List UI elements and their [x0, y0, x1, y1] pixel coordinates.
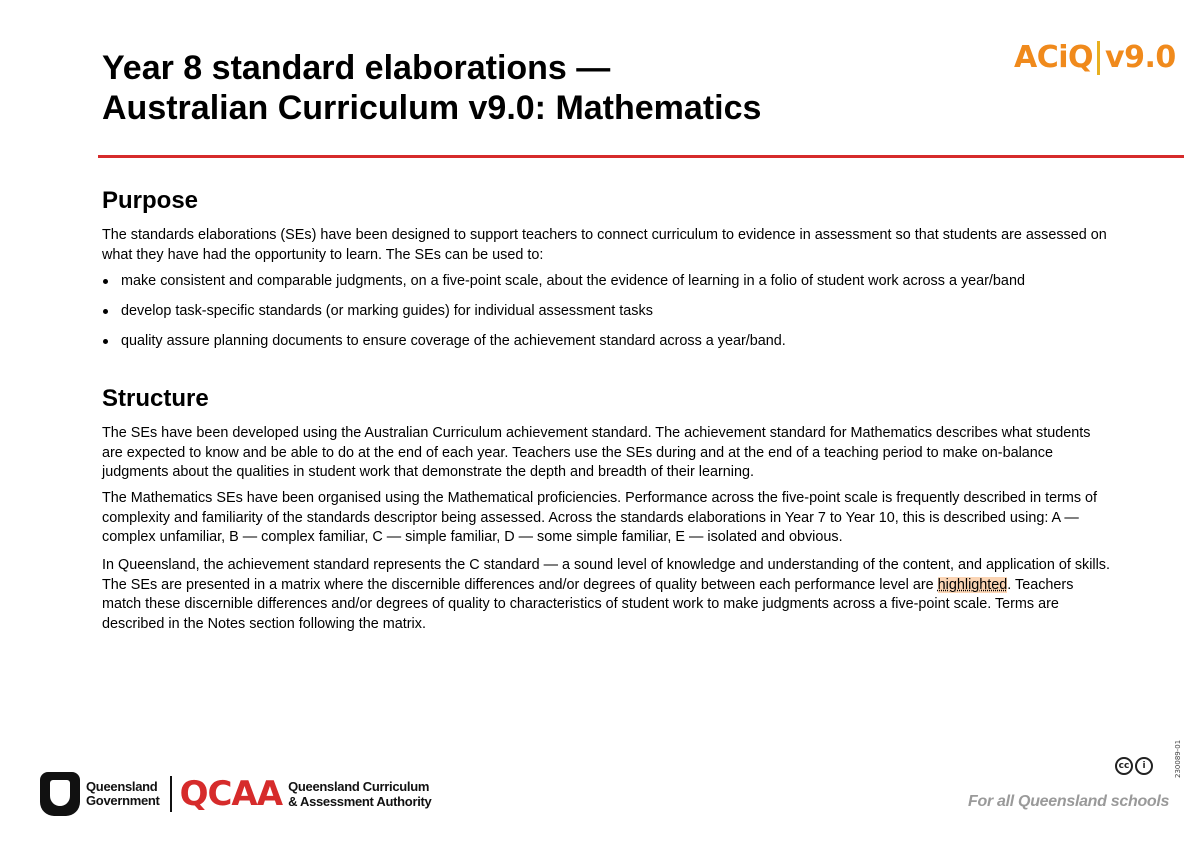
list-item: [102, 332, 1112, 352]
gov-line-2: Government: [86, 793, 160, 808]
highlighted-word: highlighted: [937, 576, 1008, 593]
footer-tagline: For all Queensland schools: [968, 793, 1170, 810]
header-rule: [98, 155, 1184, 158]
list-item-text: make consistent and comparable judgments, on a five-point scale, about the evidence of learning in a folio of student work across a year/band: [121, 273, 1025, 289]
logo-divider: [170, 776, 172, 812]
list-item: [102, 302, 1112, 322]
gov-line-1: Queensland: [86, 779, 158, 794]
qcaa-logo: QCAA: [179, 774, 283, 814]
title-line-2: Australian Curriculum v9.0: Mathematics: [102, 89, 762, 127]
bullet-icon: [103, 339, 108, 344]
structure-paragraph-2: The Mathematics SEs have been organised using the Mathematical proficiencies. Performance across the five-point scale is frequently described in terms of complexity and familiarity of the standards descriptor being assessed. Across the standards elaborations in Year 7 to Year 10, this is described using: A — complex unfamiliar, B — complex familiar, C — simple familiar, D — some simple familiar, E — isolated and obvious.: [102, 490, 1098, 545]
bullet-icon: [103, 279, 108, 284]
list-item-text: quality assure planning documents to ensure coverage of the achievement standard across a year/band.: [121, 333, 786, 349]
footer-logos: [40, 772, 431, 816]
aciq-logo-text: ACiQ: [1014, 40, 1094, 75]
paragraph-text: . Teachers match these discernible differences and/or degrees of quality to characteristics of student work to make judgments across a five-point scale. Terms are described in the Notes section following the matrix.: [102, 576, 1074, 632]
creative-commons-badge: [1115, 757, 1153, 775]
queensland-crest-icon: [40, 772, 80, 816]
queensland-government-logo: [86, 780, 160, 808]
bullet-icon: [103, 309, 108, 314]
purpose-intro: The standards elaborations (SEs) have been designed to support teachers to connect curriculum to evidence in assessment so that students are assessed on what they have had the opportunity to learn. The SEs can be used to:: [102, 227, 1107, 263]
structure-heading: Structure: [102, 385, 209, 412]
structure-paragraph-3: [102, 556, 1112, 634]
paragraph-text: In Queensland, the achievement standard represents the C standard — a sound level of knowledge and understanding of the content, and application of skills. The SEs are presented in a matrix where the discernible differences and/or degrees of quality between each performance level are: [102, 557, 1110, 593]
purpose-heading: Purpose: [102, 187, 199, 214]
aciq-logo: [1014, 40, 1176, 75]
purpose-list: [102, 272, 1112, 362]
qcaa-name: [288, 779, 431, 809]
list-item: [102, 272, 1112, 292]
qcaa-line-2: & Assessment Authority: [288, 794, 432, 809]
attribution-icon: i: [1135, 757, 1153, 775]
structure-paragraph-1: The SEs have been developed using the Australian Curriculum achievement standard. The achievement standard for Mathematics describes what students are expected to know and be able to do at the end of each year. Teachers use the SEs during and at the end of a teaching period to make on-balance judgments about the qualities in student work that demonstrate the depth and breadth of their learning.: [102, 425, 1091, 480]
title-line-1: Year 8 standard elaborations —: [102, 49, 611, 87]
aciq-logo-version: v9.0: [1105, 40, 1176, 75]
document-id: 230089-01: [1174, 739, 1182, 778]
cc-icon: cc: [1115, 757, 1133, 775]
qcaa-line-1: Queensland Curriculum: [288, 779, 430, 794]
page-title: [102, 48, 761, 128]
aciq-logo-divider: [1097, 41, 1100, 75]
list-item-text: develop task-specific standards (or marking guides) for individual assessment tasks: [121, 303, 653, 319]
